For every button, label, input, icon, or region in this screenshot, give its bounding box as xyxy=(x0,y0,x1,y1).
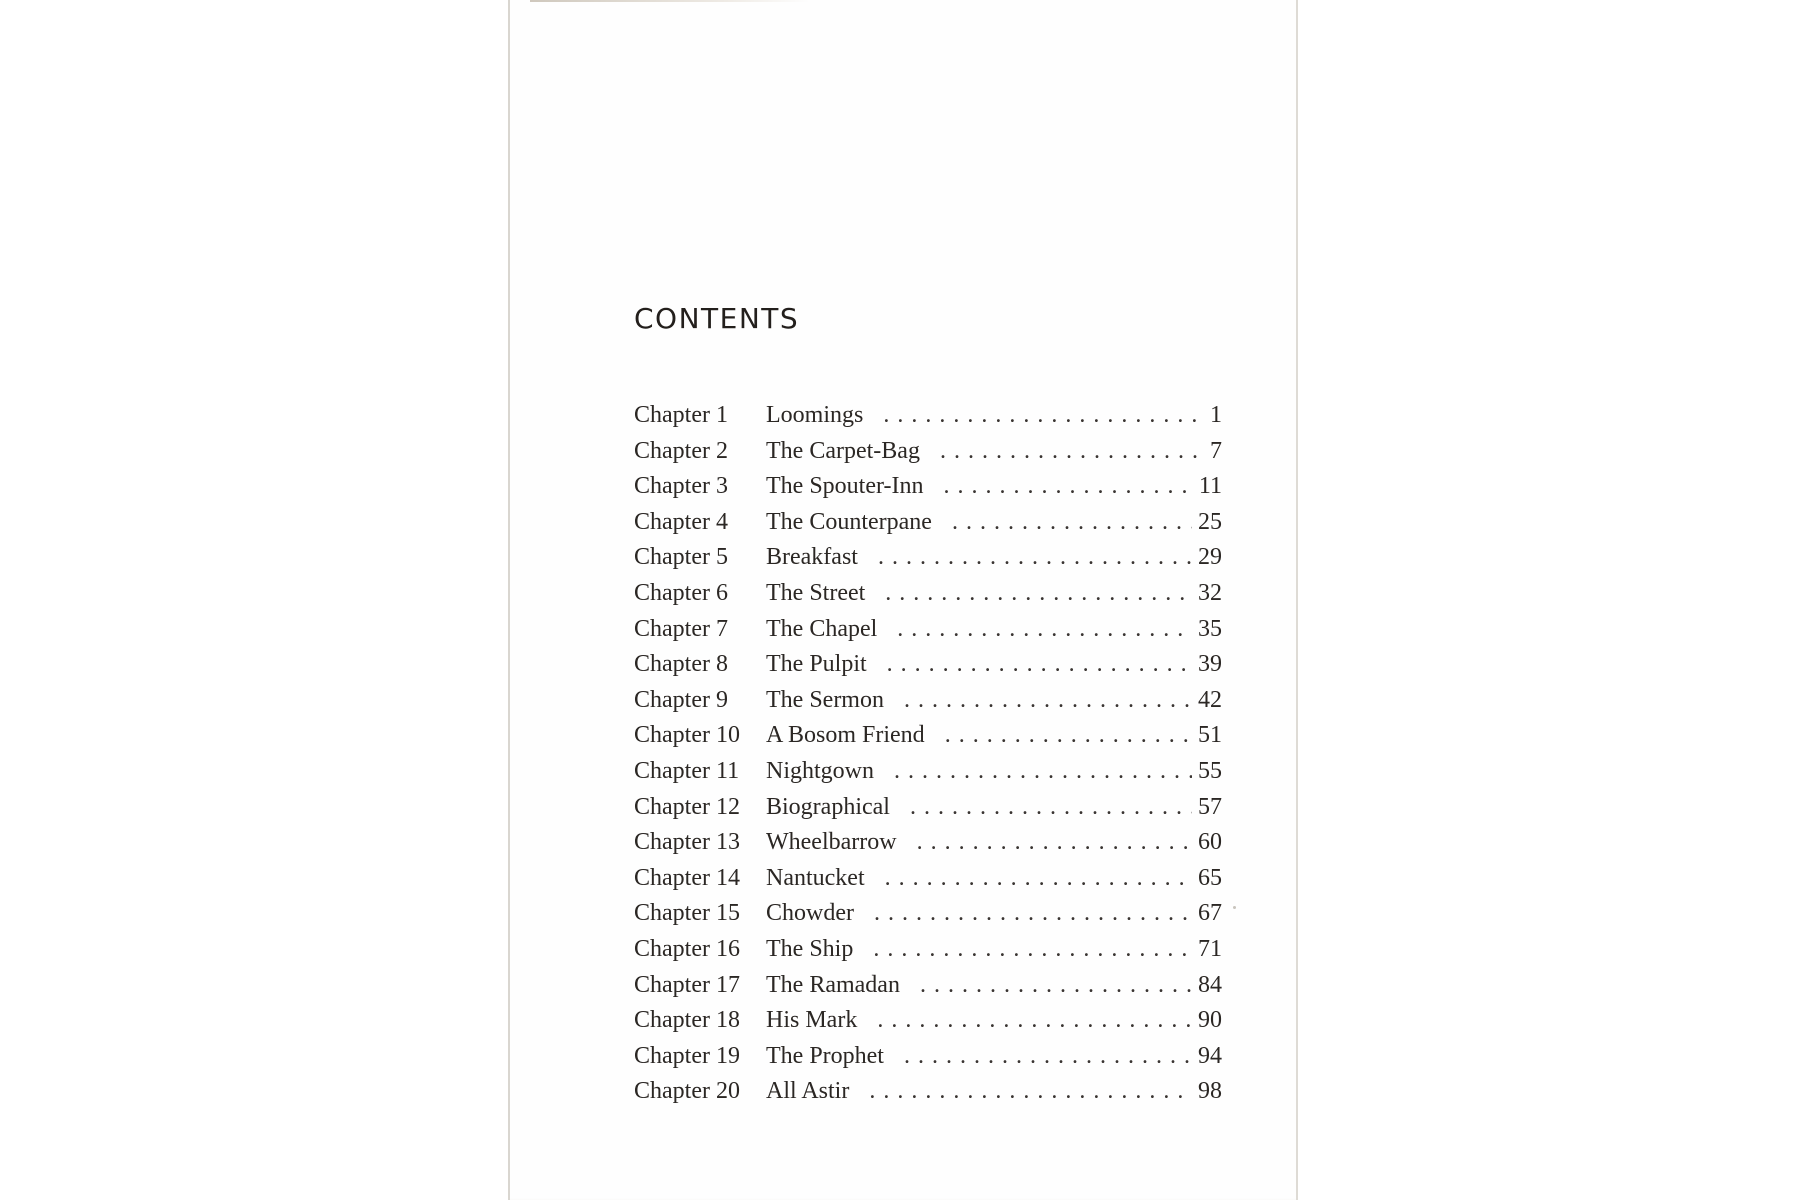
chapter-title: A Bosom Friend xyxy=(766,722,925,749)
table-of-contents xyxy=(634,398,1222,1110)
chapter-title: His Mark xyxy=(766,1007,858,1034)
dot-leader xyxy=(883,398,1204,434)
page-number: 42 xyxy=(1198,686,1222,713)
page-number: 7 xyxy=(1210,437,1222,464)
dot-leader xyxy=(869,1074,1192,1110)
chapter-title: Nightgown xyxy=(766,757,874,784)
chapter-number: Chapter 3 xyxy=(634,473,728,500)
chapter-number: Chapter 16 xyxy=(634,935,740,962)
chapter-number: Chapter 2 xyxy=(634,437,728,464)
chapter-number: Chapter 7 xyxy=(634,615,728,642)
toc-entry[interactable] xyxy=(634,469,1222,505)
page-number: 84 xyxy=(1198,971,1222,998)
page-number: 60 xyxy=(1198,829,1222,856)
chapter-title: The Spouter-Inn xyxy=(766,473,924,500)
toc-entry[interactable] xyxy=(634,754,1222,790)
dot-leader xyxy=(874,896,1192,932)
page-number: 32 xyxy=(1198,579,1222,606)
chapter-title: The Prophet xyxy=(766,1042,884,1069)
page-number: 29 xyxy=(1198,544,1222,571)
toc-entry[interactable] xyxy=(634,576,1222,612)
dot-leader xyxy=(887,647,1192,683)
toc-entry[interactable] xyxy=(634,790,1222,826)
page-number: 35 xyxy=(1198,615,1222,642)
dot-leader xyxy=(904,1039,1192,1075)
chapter-number: Chapter 17 xyxy=(634,971,740,998)
toc-entry[interactable] xyxy=(634,540,1222,576)
chapter-title: Loomings xyxy=(766,402,864,428)
toc-entry[interactable] xyxy=(634,434,1222,470)
dot-leader xyxy=(885,861,1192,897)
chapter-title: Biographical xyxy=(766,793,890,820)
toc-entry[interactable] xyxy=(634,398,1222,434)
toc-entry[interactable] xyxy=(634,647,1222,683)
page-number: 51 xyxy=(1198,722,1222,749)
toc-entry[interactable] xyxy=(634,968,1222,1004)
page-number: 55 xyxy=(1198,757,1222,784)
page-number: 1 xyxy=(1210,402,1222,428)
dot-leader xyxy=(897,612,1192,648)
dot-leader xyxy=(894,754,1192,790)
page-number: 25 xyxy=(1198,508,1222,535)
toc-entry[interactable] xyxy=(634,612,1222,648)
page-number: 90 xyxy=(1198,1007,1222,1034)
dot-leader xyxy=(920,968,1192,1004)
chapter-title: All Astir xyxy=(766,1078,850,1105)
page-number: 67 xyxy=(1198,900,1222,927)
dot-leader xyxy=(885,576,1192,612)
chapter-title: The Ramadan xyxy=(766,971,900,998)
dot-leader xyxy=(910,790,1192,826)
toc-entry[interactable] xyxy=(634,825,1222,861)
chapter-number: Chapter 14 xyxy=(634,864,740,891)
dot-leader xyxy=(873,932,1192,968)
chapter-title: Nantucket xyxy=(766,864,865,891)
chapter-number: Chapter 19 xyxy=(634,1042,740,1069)
book-page xyxy=(508,0,1298,1200)
page-top-edge xyxy=(530,0,810,2)
toc-entry[interactable] xyxy=(634,1039,1222,1075)
chapter-title: The Sermon xyxy=(766,686,884,713)
dot-leader xyxy=(917,825,1192,861)
page-number: 65 xyxy=(1198,864,1222,891)
chapter-number: Chapter 12 xyxy=(634,793,740,820)
page-number: 94 xyxy=(1198,1042,1222,1069)
chapter-number: Chapter 6 xyxy=(634,579,728,606)
chapter-number: Chapter 20 xyxy=(634,1078,740,1105)
chapter-title: Wheelbarrow xyxy=(766,829,897,856)
paper-speck xyxy=(1233,906,1236,909)
chapter-number: Chapter 8 xyxy=(634,651,728,678)
chapter-title: The Pulpit xyxy=(766,651,867,678)
toc-entry[interactable] xyxy=(634,932,1222,968)
chapter-number: Chapter 15 xyxy=(634,900,740,927)
toc-entry[interactable] xyxy=(634,896,1222,932)
chapter-number: Chapter 1 xyxy=(634,402,728,428)
dot-leader xyxy=(945,718,1192,754)
toc-entry[interactable] xyxy=(634,861,1222,897)
chapter-number: Chapter 9 xyxy=(634,686,728,713)
chapter-number: Chapter 11 xyxy=(634,757,740,784)
chapter-title: The Street xyxy=(766,579,866,606)
page-number: 98 xyxy=(1198,1078,1222,1105)
page-number: 39 xyxy=(1198,651,1222,678)
chapter-number: Chapter 18 xyxy=(634,1007,740,1034)
chapter-title: The Ship xyxy=(766,935,854,962)
chapter-title: Breakfast xyxy=(766,544,858,571)
toc-entry[interactable] xyxy=(634,505,1222,541)
dot-leader xyxy=(878,540,1192,576)
chapter-title: The Carpet-Bag xyxy=(766,437,920,464)
toc-entry[interactable] xyxy=(634,1074,1222,1110)
chapter-title: The Chapel xyxy=(766,615,878,642)
toc-entry[interactable] xyxy=(634,683,1222,719)
dot-leader xyxy=(943,469,1192,505)
contents-heading: CONTENTS xyxy=(634,302,800,335)
page-number: 11 xyxy=(1198,473,1222,500)
chapter-title: The Counterpane xyxy=(766,508,932,535)
chapter-number: Chapter 5 xyxy=(634,544,728,571)
dot-leader xyxy=(904,683,1192,719)
dot-leader xyxy=(940,434,1204,470)
dot-leader xyxy=(877,1003,1192,1039)
page-number: 71 xyxy=(1198,935,1222,962)
page-number: 57 xyxy=(1198,793,1222,820)
dot-leader xyxy=(952,505,1192,541)
chapter-number: Chapter 10 xyxy=(634,722,740,749)
toc-entry[interactable] xyxy=(634,1003,1222,1039)
toc-entry[interactable] xyxy=(634,718,1222,754)
chapter-number: Chapter 13 xyxy=(634,829,740,856)
chapter-number: Chapter 4 xyxy=(634,508,728,535)
chapter-title: Chowder xyxy=(766,900,854,927)
